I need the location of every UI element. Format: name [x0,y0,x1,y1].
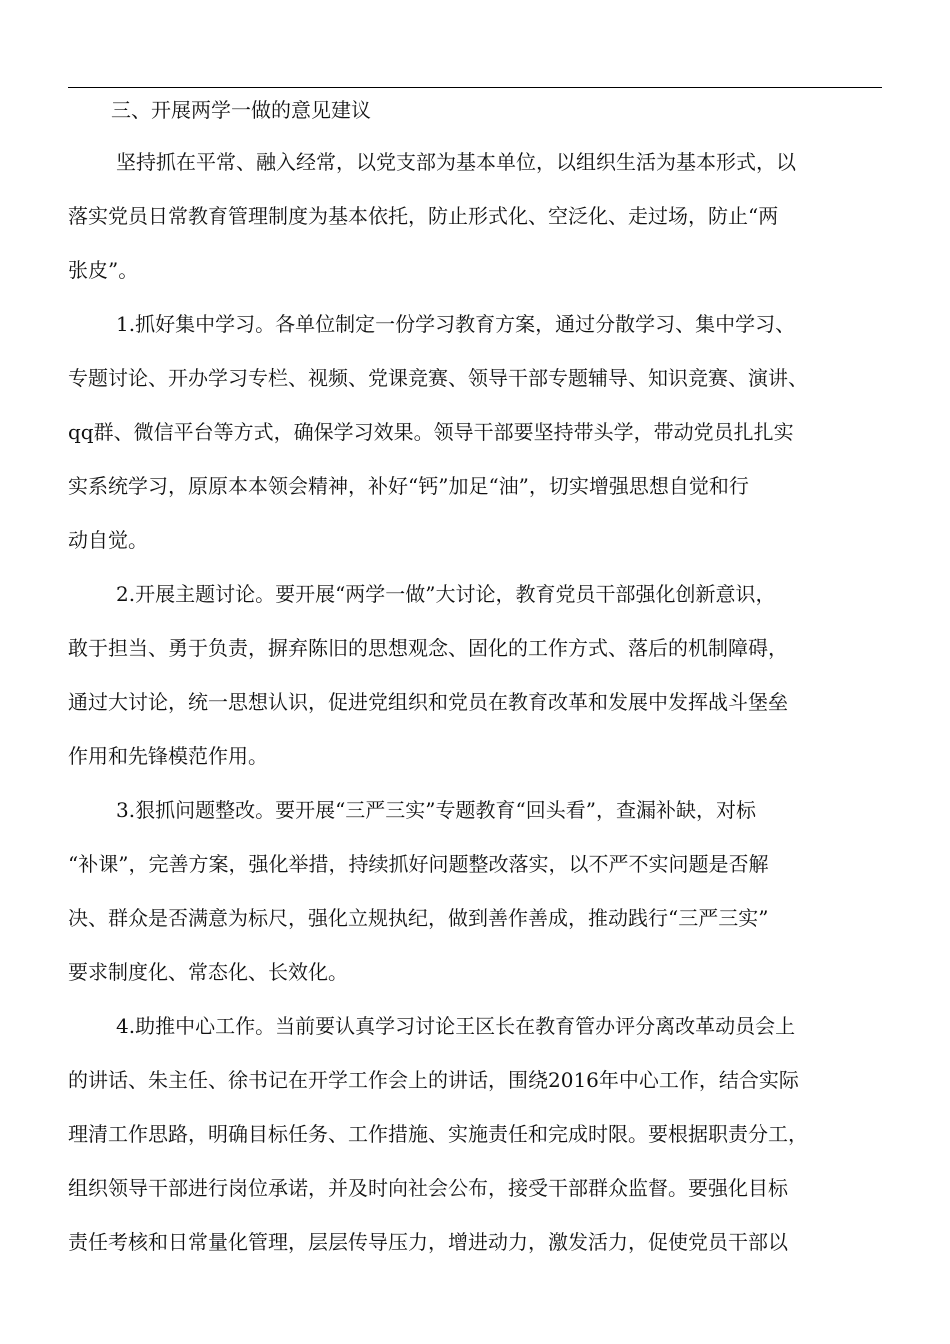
paragraph-line: 要求制度化、常态化、长效化。 [68,960,348,984]
paragraph-line: 的讲话、朱主任、徐书记在开学工作会上的讲话，围绕2016年中心工作，结合实际 [68,1068,799,1092]
paragraph-line: 作用和先锋模范作用。 [68,744,268,768]
paragraph-line: 3.狠抓问题整改。要开展“三严三实”专题教育“回头看”，查漏补缺，对标 [116,798,756,822]
paragraph-line: 通过大讨论，统一思想认识，促进党组织和党员在教育改革和发展中发挥战斗堡垒 [68,690,788,714]
paragraph-line: qq群、微信平台等方式，确保学习效果。领导干部要坚持带头学，带动党员扎扎实 [68,420,794,444]
paragraph-line: 落实党员日常教育管理制度为基本依托，防止形式化、空泛化、走过场，防止“两 [68,204,779,228]
intro-paragraph [68,144,888,306]
paragraph-line: 实系统学习，原原本本领会精神，补好“钙”加足“油”，切实增强思想自觉和行 [68,474,749,498]
paragraph-line: 动自觉。 [68,528,148,552]
paragraph-line: 2.开展主题讨论。要开展“两学一做”大讨论，教育党员干部强化创新意识， [116,582,776,606]
document-body [68,92,888,1278]
paragraph-line: 坚持抓在平常、融入经常，以党支部为基本单位，以组织生活为基本形式，以 [116,150,796,174]
paragraph-line: 敢于担当、勇于负责，摒弃陈旧的思想观念、固化的工作方式、落后的机制障碍， [68,636,788,660]
item-paragraph-4 [68,1008,888,1278]
paragraph-line: 4.助推中心工作。当前要认真学习讨论王区长在教育管办评分离改革动员会上 [116,1014,796,1038]
item-paragraph-2 [68,576,888,792]
paragraph-line: 张皮”。 [68,258,139,282]
item-paragraph-1 [68,306,888,576]
paragraph-line: 决、群众是否满意为标尺，强化立规执纪，做到善作善成，推动践行“三严三实” [68,906,769,930]
item-paragraph-3 [68,792,888,1008]
paragraph-line: 专题讨论、开办学习专栏、视频、党课竞赛、领导干部专题辅导、知识竞赛、演讲、 [68,366,808,390]
paragraph-line: 1.抓好集中学习。各单位制定一份学习教育方案，通过分散学习、集中学习、 [116,312,796,336]
paragraph-line: 理清工作思路，明确目标任务、工作措施、实施责任和完成时限。要根据职责分工， [68,1122,808,1146]
paragraph-line: 组织领导干部进行岗位承诺，并及时向社会公布，接受干部群众监督。要强化目标 [68,1176,788,1200]
header-rule [68,87,882,88]
section-heading: 三、开展两学一做的意见建议 [111,98,371,122]
paragraph-line: “补课”，完善方案，强化举措，持续抓好问题整改落实，以不严不实问题是否解 [68,852,769,876]
paragraph-line: 责任考核和日常量化管理，层层传导压力，增进动力，激发活力，促使党员干部以 [68,1230,788,1254]
